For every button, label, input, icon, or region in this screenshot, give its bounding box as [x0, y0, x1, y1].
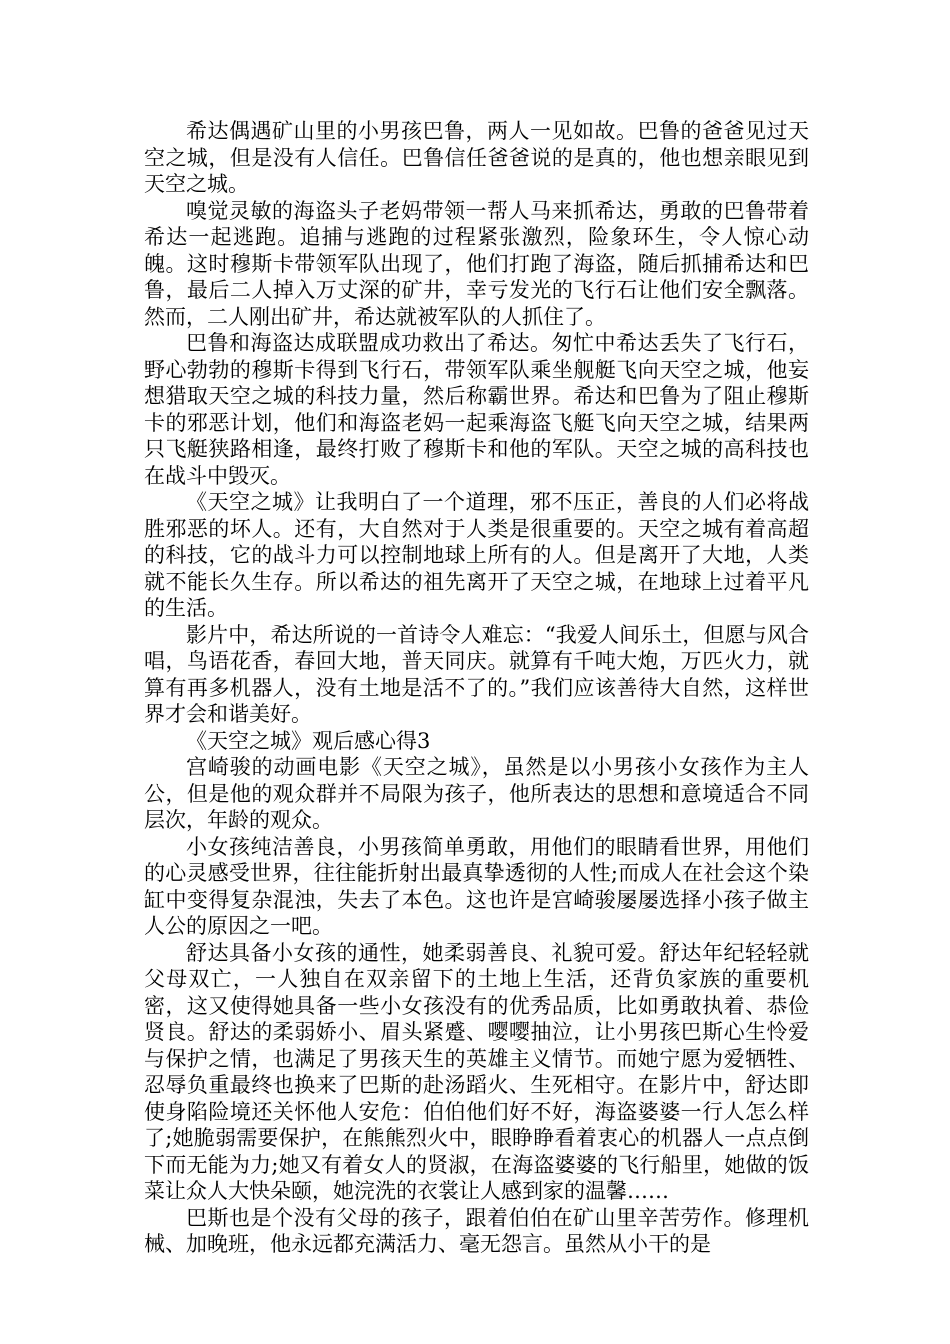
paragraph: 小女孩纯洁善良，小男孩简单勇敢，用他们的眼睛看世界，用他们的心灵感受世界，往往能折射出最真挚透彻的人性;而成人在社会这个染缸中变得复杂混浊，失去了本色。这也许是宫崎骏屡屡选择小孩子做主人公的原因之一吧。 — [144, 834, 809, 938]
paragraph: 《天空之城》让我明白了一个道理，邪不压正，善良的人们必将战胜邪恶的坏人。还有，大自然对于人类是很重要的。天空之城有着高超的科技，它的战斗力可以控制地球上所有的人。但是离开了大地，人类就不能长久生存。所以希达的祖先离开了天空之城，在地球上过着平凡的生活。 — [144, 490, 809, 620]
section-heading: 《天空之城》观后感心得3 — [186, 728, 431, 753]
paragraph: 宫崎骏的动画电影《天空之城》，虽然是以小男孩小女孩作为主人公，但是他的观众群并不局限为孩子，他所表达的思想和意境适合不同层次，年龄的观众。 — [144, 755, 809, 832]
document-body — [144, 118, 809, 1258]
paragraph: 嗅觉灵敏的海盗头子老妈带领一帮人马来抓希达，勇敢的巴鲁带着希达一起逃跑。追捕与逃跑的过程紧张激烈，险象环生，令人惊心动魄。这时穆斯卡带领军队出现了，他们打跑了海盗，随后抓捕希达和巴鲁，最后二人掉入万丈深的矿井，幸亏发光的飞行石让他们安全飘落。然而，二人刚出矿井，希达就被军队的人抓住了。 — [144, 198, 809, 329]
paragraph: 巴斯也是个没有父母的孩子，跟着伯伯在矿山里辛苦劳作。修理机械、加晚班，他永远都充满活力、毫无怨言。虽然从小干的是 — [144, 1205, 809, 1256]
paragraph: 巴鲁和海盗达成联盟成功救出了希达。匆忙中希达丢失了飞行石，野心勃勃的穆斯卡得到飞行石，带领军队乘坐舰艇飞向天空之城，他妄想猎取天空之城的科技力量，然后称霸世界。希达和巴鲁为了阻止穆斯卡的邪恶计划，他们和海盗老妈一起乘海盗飞艇飞向天空之城，结果两只飞艇狭路相逢，最终打败了穆斯卡和他的军队。天空之城的高科技也在战斗中毁灭。 — [144, 331, 809, 488]
paragraph: 舒达具备小女孩的通性，她柔弱善良、礼貌可爱。舒达年纪轻轻就父母双亡，一人独自在双亲留下的土地上生活，还背负家族的重要机密，这又使得她具备一些小女孩没有的优秀品质，比如勇敢执着、恭俭贤良。舒达的柔弱娇小、眉头紧蹙、嘤嘤抽泣，让小男孩巴斯心生怜爱与保护之情，也满足了男孩天生的英雄主义情节。而她宁愿为爱牺牲、忍辱负重最终也换来了巴斯的赴汤蹈火、生死相守。在影片中，舒达即使身陷险境还关怀他人安危：伯伯他们好不好，海盗婆婆一行人怎么样了;她脆弱需要保护，在熊熊烈火中，眼睁睁看着衷心的机器人一点点倒下而无能为力;她又有着女人的贤淑，在海盗婆婆的飞行船里，她做的饭菜让众人大快朵颐，她浣洗的衣裳让人感到家的温馨…… — [144, 940, 809, 1203]
paragraph: 希达偶遇矿山里的小男孩巴鲁，两人一见如故。巴鲁的爸爸见过天空之城，但是没有人信任。巴鲁信任爸爸说的是真的，他也想亲眼见到天空之城。 — [144, 119, 809, 196]
paragraph: 影片中，希达所说的一首诗令人难忘：“我爱人间乐土，但愿与风合唱，鸟语花香，春回大地，普天同庆。就算有千吨大炮，万匹火力，就算有再多机器人，没有土地是活不了的。”我们应该善待大自然，这样世界才会和谐美好。 — [144, 622, 809, 726]
